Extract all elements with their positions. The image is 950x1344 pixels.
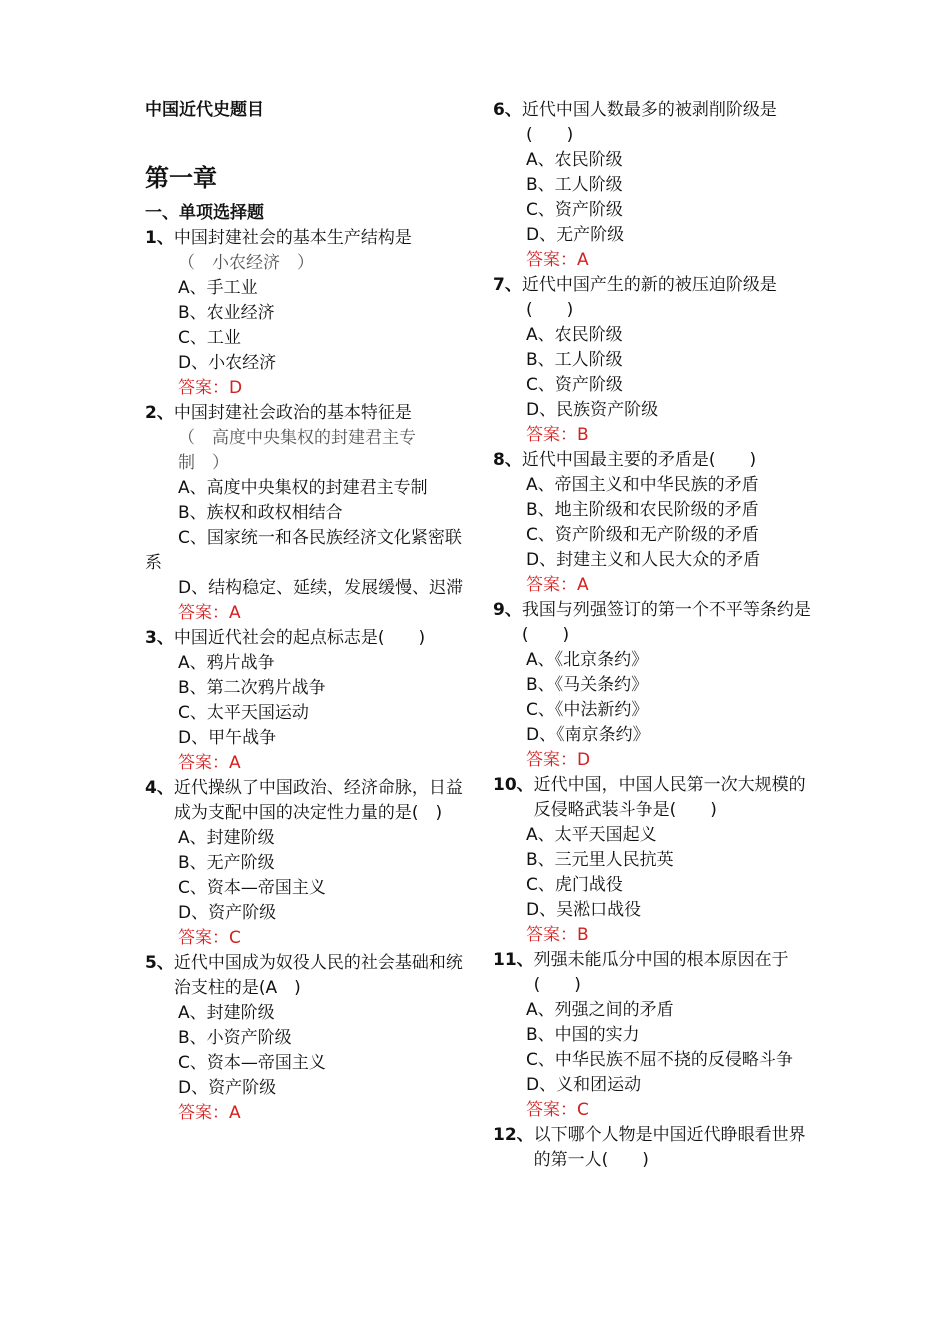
question-text: 以下哪个人物是中国近代睁眼看世界的第一人( ) <box>533 1125 806 1170</box>
question-2 <box>145 401 465 626</box>
question-text: 近代中国成为奴役人民的社会基础和统治支柱的是(A ) <box>173 953 463 998</box>
question-6 <box>493 98 813 273</box>
section-heading: 一、单项选择题 <box>145 203 264 223</box>
option-c: C、资本—帝国主义 <box>178 878 326 898</box>
fill-answer-line-1: （ 高度中央集权的封建君主专 <box>178 428 416 448</box>
question-number: 3、 <box>145 628 174 648</box>
question-5 <box>145 951 465 1126</box>
answer-key: 答案：A <box>526 250 589 270</box>
question-number: 5、 <box>145 953 174 973</box>
option-d: D、资产阶级 <box>178 903 277 923</box>
fill-answer-line-2: 制 ） <box>178 453 229 473</box>
option-d: D、民族资产阶级 <box>526 400 659 420</box>
option-b: B、《马关条约》 <box>526 675 649 695</box>
option-c: C、国家统一和各民族经济文化紧密联系 <box>145 528 462 573</box>
question-stem <box>145 776 465 826</box>
option-a: A、太平天国起义 <box>526 825 657 845</box>
option-b: B、三元里人民抗英 <box>526 850 674 870</box>
question-stem <box>493 773 813 823</box>
question-text: 近代操纵了中国政治、经济命脉，日益成为支配中国的决定性力量的是( ) <box>173 778 463 823</box>
option-c: C、资产阶级和无产阶级的矛盾 <box>526 525 759 545</box>
document-title: 中国近代史题目 <box>145 100 264 120</box>
option-c: C、工业 <box>178 328 241 348</box>
question-number: 10、 <box>493 775 534 795</box>
question-stem <box>493 448 813 473</box>
option-a: A、《北京条约》 <box>526 650 649 670</box>
option-d: D、吴淞口战役 <box>526 900 642 920</box>
option-c: C、资本—帝国主义 <box>178 1053 326 1073</box>
left-column <box>145 98 465 1126</box>
answer-blank: ( ) <box>526 125 574 145</box>
option-b: B、农业经济 <box>178 303 275 323</box>
answer-blank: ( ) <box>526 300 574 320</box>
question-stem <box>493 948 813 998</box>
question-text: 中国近代社会的起点标志是( ) <box>173 628 426 648</box>
option-c: C、资产阶级 <box>526 375 623 395</box>
option-d: D、资产阶级 <box>178 1078 277 1098</box>
answer-key: 答案：C <box>178 928 241 948</box>
option-a: A、封建阶级 <box>178 828 275 848</box>
question-number: 8、 <box>493 450 522 470</box>
question-8 <box>493 448 813 598</box>
question-12 <box>493 1123 813 1173</box>
question-10 <box>493 773 813 948</box>
option-d: D、《南京条约》 <box>526 725 650 745</box>
option-d: D、小农经济 <box>178 353 277 373</box>
option-b: B、第二次鸦片战争 <box>178 678 326 698</box>
answer-key: 答案：D <box>178 378 243 398</box>
question-number: 11、 <box>493 950 534 970</box>
question-text: 我国与列强签订的第一个不平等条约是( ) <box>521 600 811 645</box>
question-3 <box>145 626 465 776</box>
option-d: D、无产阶级 <box>526 225 625 245</box>
question-4 <box>145 776 465 951</box>
option-c: C、太平天国运动 <box>178 703 309 723</box>
option-b: B、中国的实力 <box>526 1025 640 1045</box>
option-a: A、手工业 <box>178 278 258 298</box>
answer-key: 答案：D <box>526 750 591 770</box>
question-number: 4、 <box>145 778 174 798</box>
option-b: B、地主阶级和农民阶级的矛盾 <box>526 500 759 520</box>
question-number: 7、 <box>493 275 522 295</box>
option-d: D、结构稳定、延续，发展缓慢、迟滞 <box>178 578 464 598</box>
question-number: 9、 <box>493 600 522 620</box>
fill-answer: （ 小农经济 ） <box>178 253 314 273</box>
option-d: D、甲午战争 <box>178 728 277 748</box>
option-b: B、小资产阶级 <box>178 1028 292 1048</box>
question-1 <box>145 226 465 401</box>
question-7 <box>493 273 813 448</box>
option-c: C、《中法新约》 <box>526 700 649 720</box>
answer-key: 答案：C <box>526 1100 589 1120</box>
option-d: D、封建主义和人民大众的矛盾 <box>526 550 761 570</box>
option-b: B、工人阶级 <box>526 175 623 195</box>
question-text: 中国封建社会的基本生产结构是 <box>173 228 412 248</box>
question-text: 近代中国，中国人民第一次大规模的反侵略武装斗争是( ) <box>533 775 806 820</box>
option-a: A、帝国主义和中华民族的矛盾 <box>526 475 759 495</box>
question-stem <box>493 1123 813 1173</box>
question-text: 近代中国产生的新的被压迫阶级是 <box>521 275 777 295</box>
option-b: B、工人阶级 <box>526 350 623 370</box>
question-stem <box>145 226 465 251</box>
option-a: A、农民阶级 <box>526 325 623 345</box>
option-a: A、鸦片战争 <box>178 653 275 673</box>
question-text: 中国封建社会政治的基本特征是 <box>173 403 412 423</box>
question-number: 2、 <box>145 403 174 423</box>
question-stem <box>145 951 465 1001</box>
option-a: A、封建阶级 <box>178 1003 275 1023</box>
option-a: A、农民阶级 <box>526 150 623 170</box>
question-stem <box>145 401 465 426</box>
option-b: B、族权和政权相结合 <box>178 503 343 523</box>
question-stem <box>145 626 465 651</box>
option-a: A、列强之间的矛盾 <box>526 1000 674 1020</box>
answer-key: 答案：B <box>526 425 589 445</box>
question-9 <box>493 598 813 773</box>
answer-key: 答案：A <box>178 1103 241 1123</box>
question-number: 12、 <box>493 1125 534 1145</box>
answer-key: 答案：A <box>178 603 241 623</box>
option-c: C、中华民族不屈不挠的反侵略斗争 <box>526 1050 793 1070</box>
question-number: 6、 <box>493 100 522 120</box>
question-text: 列强未能瓜分中国的根本原因在于( ) <box>533 950 789 995</box>
question-text: 近代中国人数最多的被剥削阶级是 <box>521 100 777 120</box>
option-d: D、义和团运动 <box>526 1075 642 1095</box>
question-stem <box>493 98 813 123</box>
answer-key: 答案：B <box>526 925 589 945</box>
answer-key: 答案：A <box>526 575 589 595</box>
option-c: C、虎门战役 <box>526 875 623 895</box>
question-text: 近代中国最主要的矛盾是( ) <box>521 450 757 470</box>
option-a: A、高度中央集权的封建君主专制 <box>178 478 428 498</box>
question-stem <box>493 273 813 298</box>
question-11 <box>493 948 813 1123</box>
right-column <box>493 98 813 1173</box>
question-stem <box>493 598 813 648</box>
answer-key: 答案：A <box>178 753 241 773</box>
question-number: 1、 <box>145 228 174 248</box>
chapter-heading: 第一章 <box>145 164 217 192</box>
option-b: B、无产阶级 <box>178 853 275 873</box>
option-c: C、资产阶级 <box>526 200 623 220</box>
